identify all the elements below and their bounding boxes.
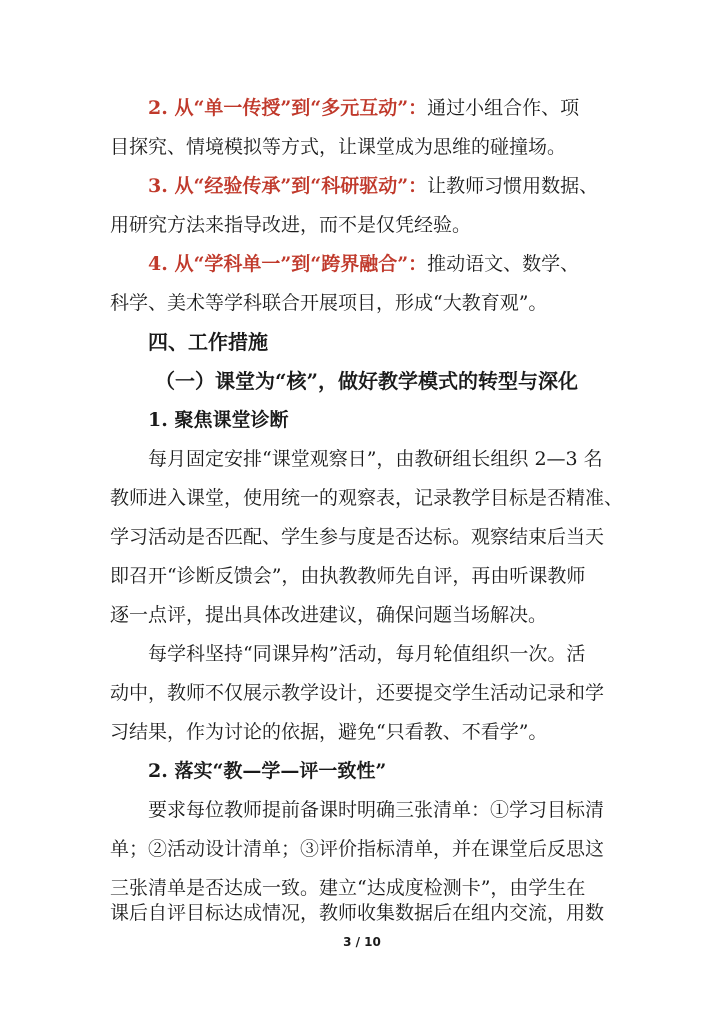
item-2-title: 2. 落实“教—学—评一致性” bbox=[148, 760, 387, 782]
point-2-line-2: 目探究、情境模拟等方式，让课堂成为思维的碰撞场。 bbox=[110, 136, 567, 158]
point-2-label: 2. 从“单一传授”到“多元互动”： bbox=[148, 97, 428, 119]
item-1-para-2-line-1: 每学科坚持“同课异构”活动，每月轮值组织一次。活 bbox=[148, 643, 586, 665]
point-4-line-2: 科学、美术等学科联合开展项目，形成“大教育观”。 bbox=[110, 292, 548, 314]
sub-heading: （一）课堂为“核”，做好教学模式的转型与深化 bbox=[155, 369, 579, 393]
point-3-label: 3. 从“经验传承”到“科研驱动”： bbox=[148, 175, 428, 197]
item-1-para-1-line-4: 即召开“诊断反馈会”，由执教教师先自评，再由听课教师 bbox=[110, 565, 586, 587]
point-2-text: 通过小组合作、项 bbox=[427, 97, 580, 119]
point-2-line-1 bbox=[0, 88, 724, 128]
item-2-para-1-line-1: 要求每位教师提前备课时明确三张清单：①学习目标清 bbox=[148, 799, 605, 821]
item-1-para-1-line-2: 教师进入课堂，使用统一的观察表，记录教学目标是否精准、 bbox=[110, 487, 624, 509]
item-1-para-2-line-2: 动中，教师不仅展示教学设计，还要提交学生活动记录和学 bbox=[110, 682, 605, 704]
item-1-para-1-line-5: 逐一点评，提出具体改进建议，确保问题当场解决。 bbox=[110, 604, 548, 626]
section-heading: 四、工作措施 bbox=[148, 330, 268, 354]
point-4-label: 4. 从“学科单一”到“跨界融合”： bbox=[148, 253, 428, 275]
point-3-text: 让教师习惯用数据、 bbox=[427, 175, 599, 197]
item-1-para-1-line-1: 每月固定安排“课堂观察日”，由教研组长组织 2—3 名 bbox=[148, 448, 603, 470]
item-2-para-1-line-4: 课后自评目标达成情况，教师收集数据后在组内交流，用数 bbox=[110, 902, 605, 924]
point-4-line-1 bbox=[0, 244, 724, 284]
item-2-para-1-line-3: 三张清单是否达成一致。建立“达成度检测卡”，由学生在 bbox=[110, 877, 586, 899]
point-4-text: 推动语文、数学、 bbox=[427, 253, 580, 275]
item-2-para-1-line-2: 单；②活动设计清单；③评价指标清单，并在课堂后反思这 bbox=[110, 838, 605, 860]
item-1-para-1-line-3: 学习活动是否匹配、学生参与度是否达标。观察结束后当天 bbox=[110, 526, 605, 548]
item-1-title: 1. 聚焦课堂诊断 bbox=[148, 409, 289, 431]
point-3-line-1 bbox=[0, 166, 724, 206]
item-1-para-2-line-3: 习结果，作为讨论的依据，避免“只看教、不看学”。 bbox=[110, 721, 548, 743]
point-3-line-2: 用研究方法来指导改进，而不是仅凭经验。 bbox=[110, 214, 472, 236]
page-number: 3 / 10 bbox=[343, 935, 381, 949]
